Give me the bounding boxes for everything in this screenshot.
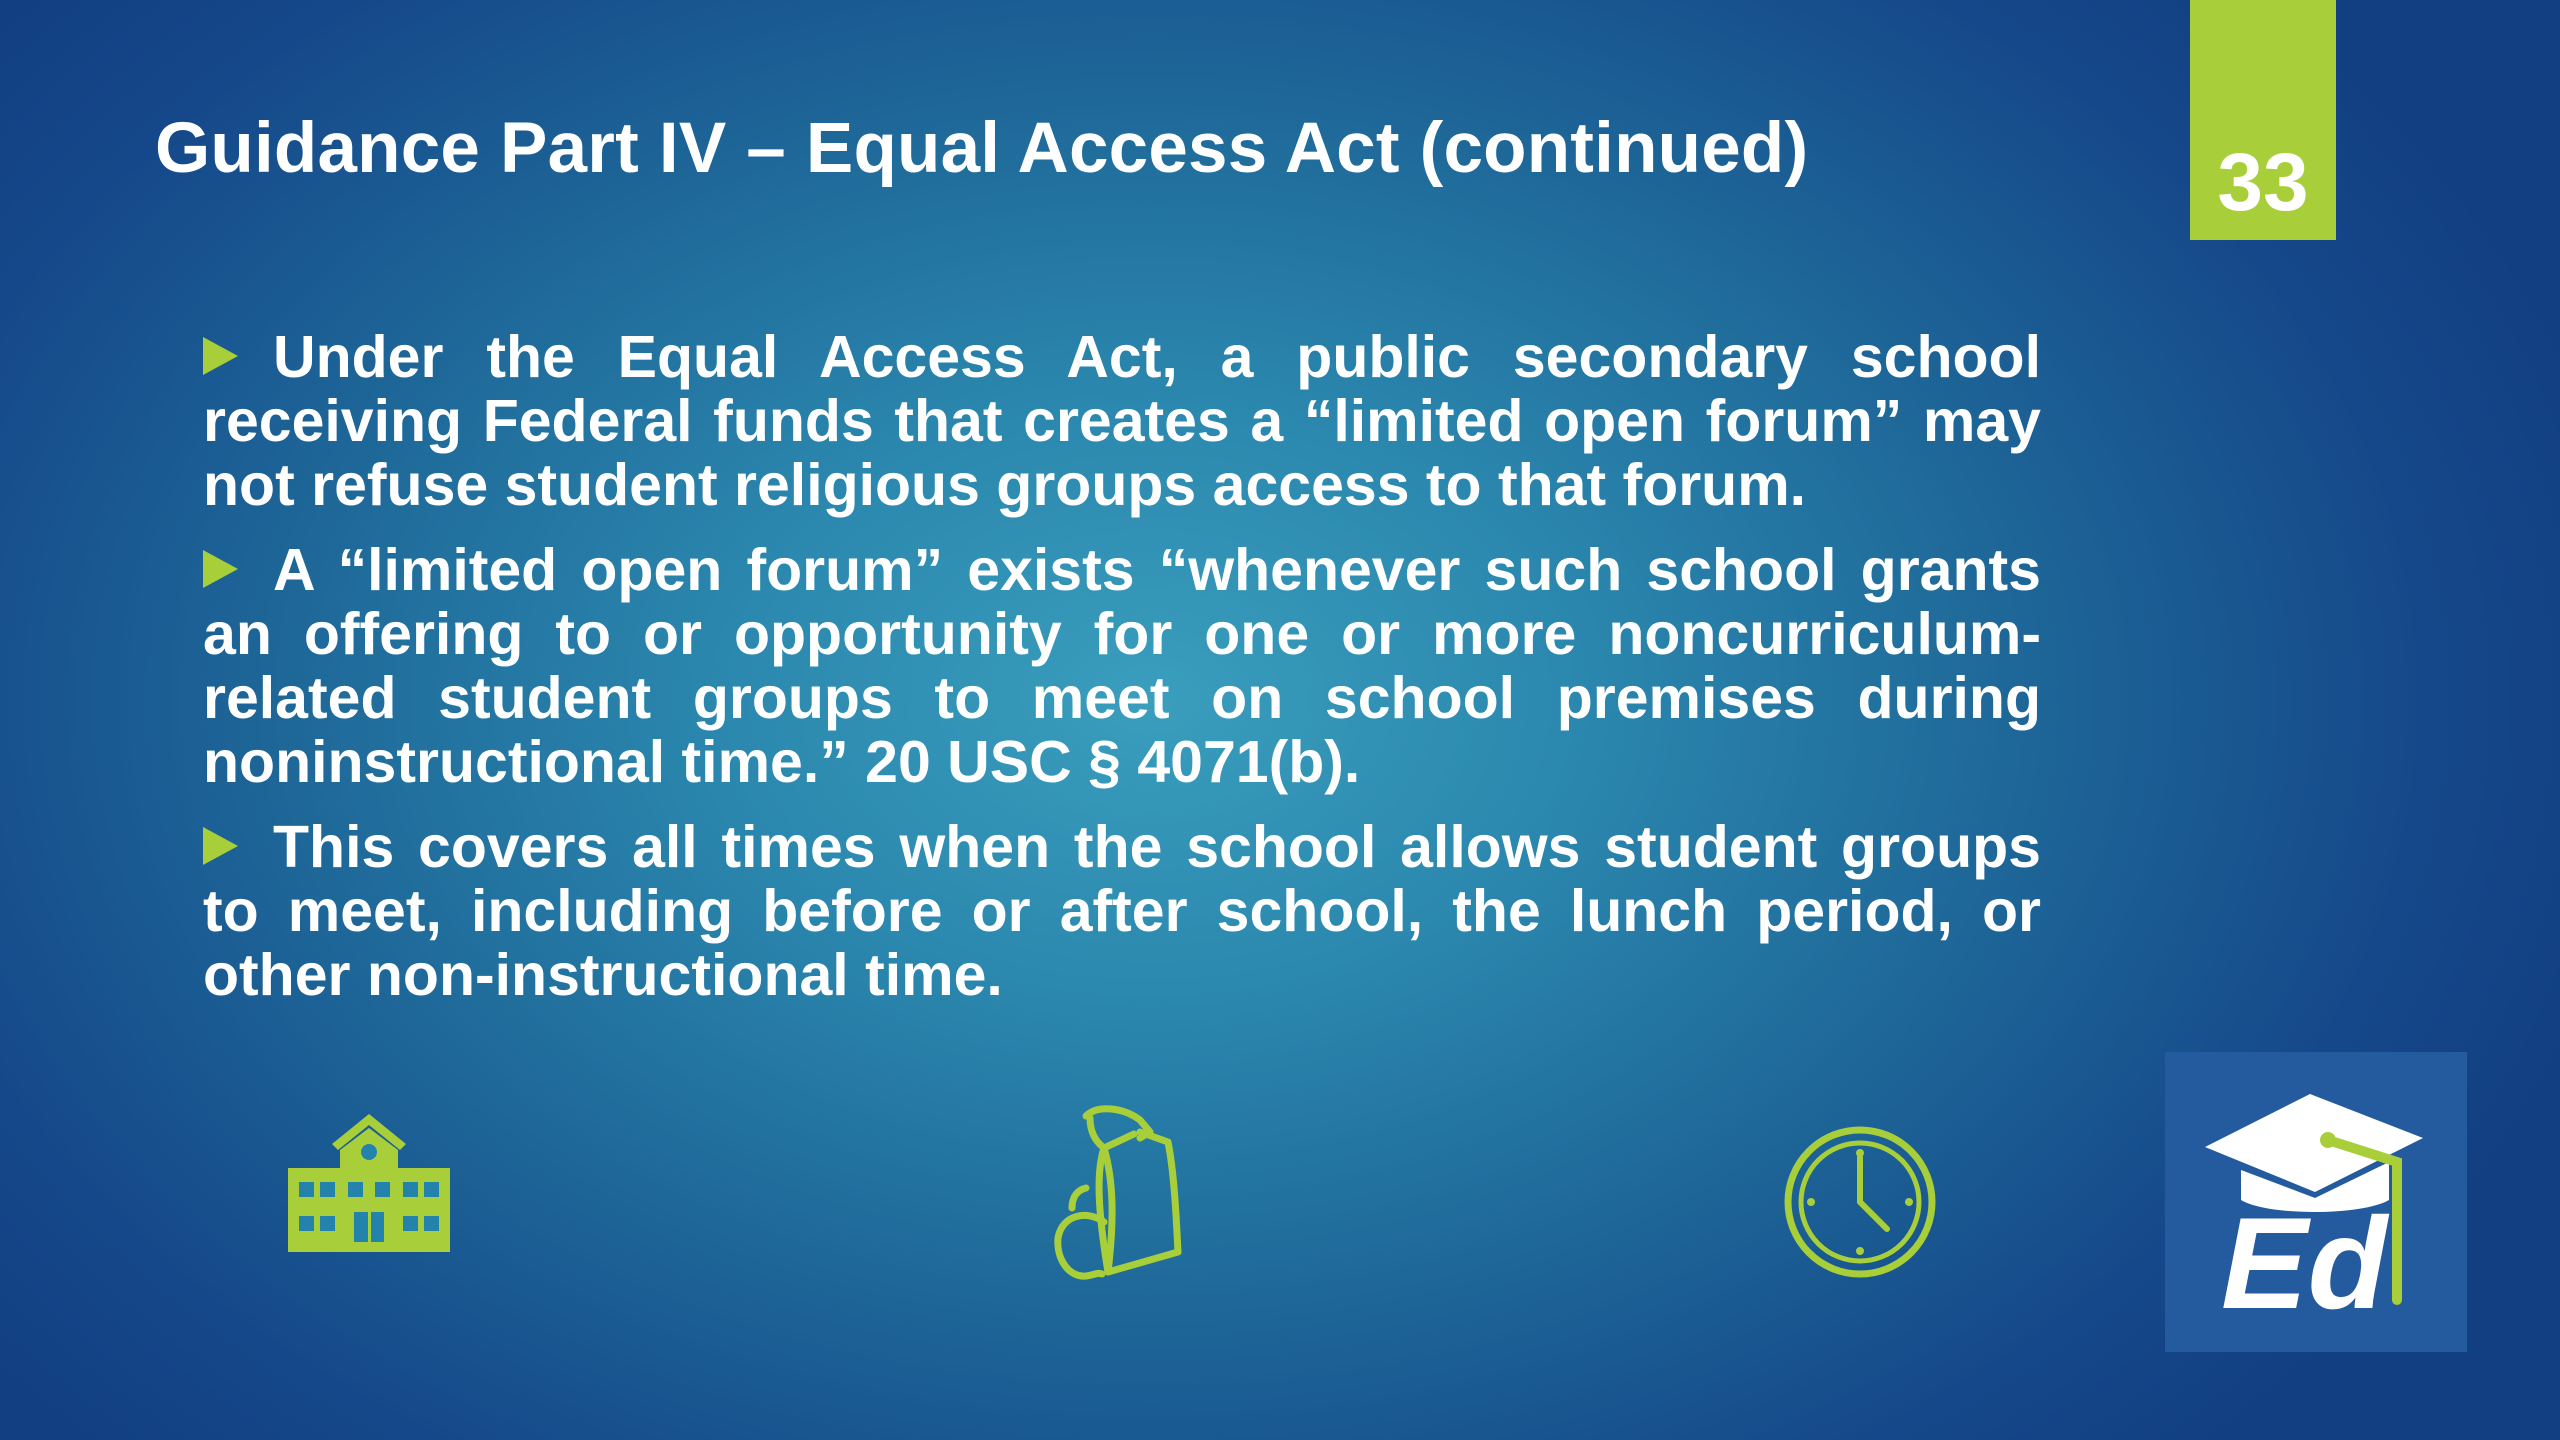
lunch-bag-apple-icon <box>1028 1102 1188 1282</box>
bullet-item <box>203 538 2041 794</box>
bullet-list <box>203 325 2041 1028</box>
ed-logo-letters: Ed <box>2221 1190 2388 1336</box>
clock-icon <box>1783 1125 1937 1279</box>
bullet-arrow-icon <box>203 337 238 375</box>
page-number: 33 <box>2217 137 2309 228</box>
bullet-arrow-icon <box>203 550 238 588</box>
bullet-arrow-icon <box>203 827 238 865</box>
bullet-text: This covers all times when the school allows student groups to meet, including before or after school, the lunch period, or other non-instructional time. <box>203 814 2041 1008</box>
bullet-text: A “limited open forum” exists “whenever such school grants an offering to or opportunity for one or more noncurriculum-related student groups to meet on school premises during noninstructional time.” 20 USC § 4071(b). <box>203 537 2041 795</box>
bullet-text: Under the Equal Access Act, a public secondary school receiving Federal funds that creates a “limited open forum” may not refuse student religious groups access to that forum. <box>203 324 2041 518</box>
graduation-cap-icon <box>2165 1052 2467 1352</box>
ed-logo <box>2165 1052 2467 1352</box>
slide-title: Guidance Part IV – Equal Access Act (continued) <box>155 109 1809 188</box>
page-number-badge <box>2190 0 2336 240</box>
bullet-item <box>203 815 2041 1007</box>
school-building-icon <box>288 1112 450 1252</box>
bullet-item <box>203 325 2041 517</box>
